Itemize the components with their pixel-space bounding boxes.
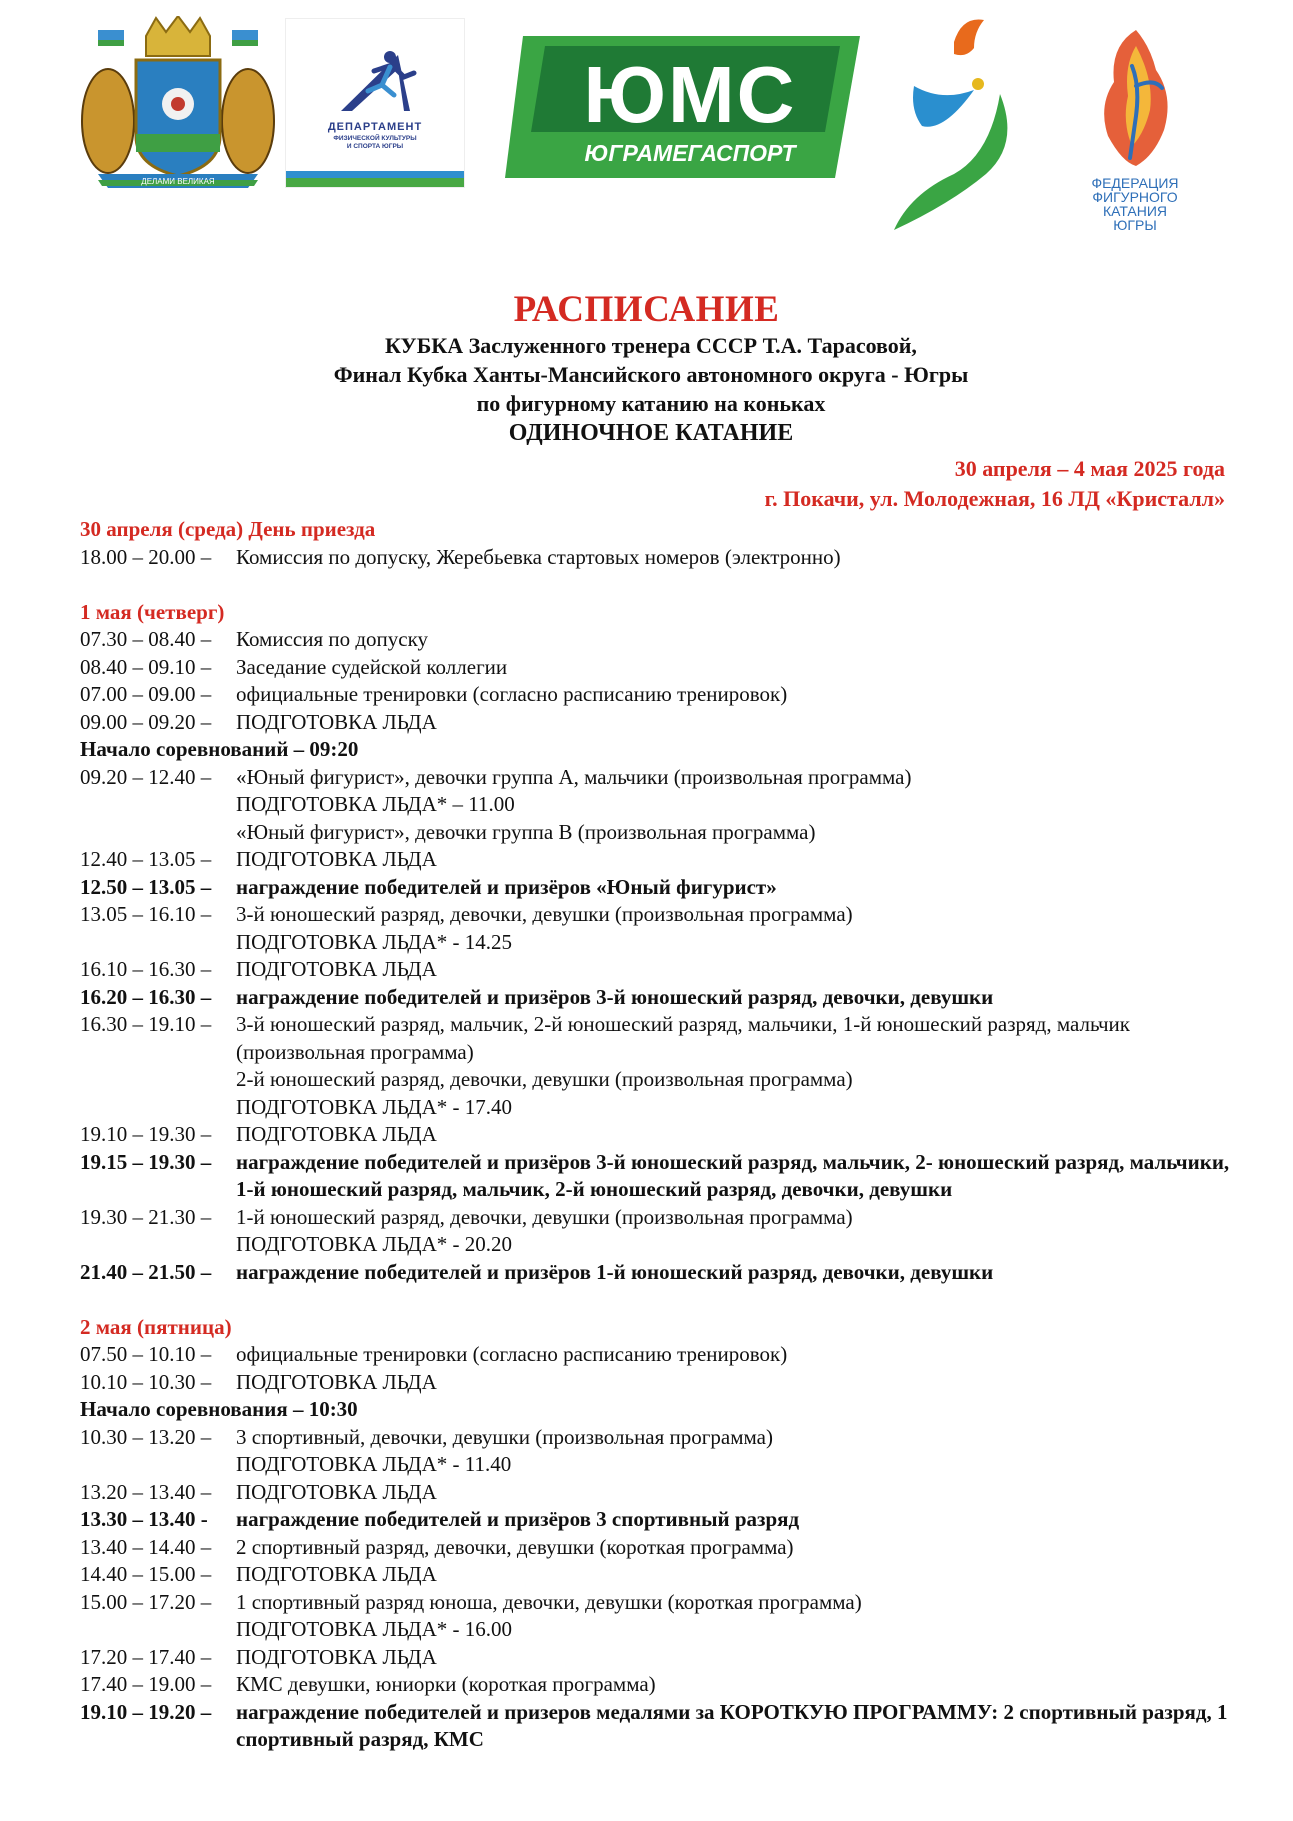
row-time: 16.30 – 19.10 – xyxy=(80,1012,212,1036)
row-description: «Юный фигурист», девочки группа А, мальчики (произвольная программа) xyxy=(236,764,912,789)
yums-subtitle: ЮГРАМЕГАСПОРТ xyxy=(584,140,796,166)
row-time: 19.10 – 19.30 – xyxy=(80,1122,212,1146)
row-description: КМС девушки, юниорки (короткая программа) xyxy=(236,1672,656,1696)
award-row xyxy=(80,874,1230,902)
row-description: ПОДГОТОВКА ЛЬДА xyxy=(236,1369,437,1394)
event-venue: г. Покачи, ул. Молодежная, 16 ЛД «Кристалл» xyxy=(764,486,1225,511)
schedule-row xyxy=(80,1231,1230,1259)
row-description: ПОДГОТОВКА ЛЬДА xyxy=(236,1122,437,1146)
schedule-spacer xyxy=(80,1286,1230,1314)
row-time: 13.20 – 13.40 – xyxy=(80,1479,212,1504)
row-time: 12.50 – 13.05 – xyxy=(80,874,212,899)
yums-logo xyxy=(505,36,860,178)
row-time: 09.20 – 12.40 – xyxy=(80,764,212,789)
schedule xyxy=(80,516,1230,1754)
row-description: «Юный фигурист», девочки группа В (произвольная программа) xyxy=(236,819,816,844)
schedule-row xyxy=(80,654,1230,682)
competition-start: Начало соревнований – 09:20 xyxy=(80,737,359,761)
row-description: 1-й юношеский разряд, девочки, девушки (произвольная программа) xyxy=(236,1204,853,1229)
row-time: 17.40 – 19.00 – xyxy=(80,1672,212,1696)
schedule-row xyxy=(80,846,1230,874)
row-description: 2 спортивный разряд, девочки, девушки (короткая программа) xyxy=(236,1534,794,1559)
federation-name xyxy=(1070,176,1200,232)
row-time: 13.05 – 16.10 – xyxy=(80,902,212,926)
row-time: 19.15 – 19.30 – xyxy=(80,1149,212,1174)
row-description: ПОДГОТОВКА ЛЬДА* - 14.25 xyxy=(236,929,513,954)
schedule-row xyxy=(80,1094,1230,1122)
row-description: 1 спортивный разряд юноша, девочки, девушки (короткая программа) xyxy=(236,1589,862,1614)
row-time: 07.30 – 08.40 – xyxy=(80,627,212,651)
federation-name-line: ФИГУРНОГО xyxy=(1092,189,1178,205)
row-description: ПОДГОТОВКА ЛЬДА* - 11.40 xyxy=(236,1452,512,1476)
department-title: ДЕПАРТАМЕНТ xyxy=(327,121,423,133)
row-description: Комиссия по допуску, Жеребьевка стартовых номеров (электронно) xyxy=(236,544,841,569)
schedule-row xyxy=(80,1066,1230,1094)
federation-name-line: КАТАНИЯ xyxy=(1102,203,1168,219)
federation-name-line: ЮГРЫ xyxy=(1113,217,1157,233)
schedule-row xyxy=(80,791,1230,819)
award-row xyxy=(80,1506,1230,1534)
row-description: награждение победителей и призёров «Юный фигурист» xyxy=(236,874,777,899)
department-subtitle xyxy=(286,135,464,151)
row-description: награждение победителей и призёров 3-й юношеский разряд, мальчик, 2- юношеский разряд, мальчики, 1-й юношеский разряд, мальчик, 2-й юношеский разряд, девочки, девушки xyxy=(236,1149,1230,1201)
row-description: Комиссия по допуску xyxy=(236,627,429,651)
row-time: 19.30 – 21.30 – xyxy=(80,1204,212,1229)
subtitle-line-3: по фигурному катанию на коньках xyxy=(476,391,826,416)
subtitle-line-2: Финал Кубка Ханты-Мансийского автономного округа - Югры xyxy=(333,362,969,387)
schedule-row xyxy=(80,1479,1230,1507)
schedule-row xyxy=(80,1369,1230,1397)
row-description: ПОДГОТОВКА ЛЬДА* - 16.00 xyxy=(236,1617,513,1641)
department-logo xyxy=(285,18,465,188)
row-description: ПОДГОТОВКА ЛЬДА xyxy=(236,1562,437,1586)
event-dates: 30 апреля – 4 мая 2025 года xyxy=(954,456,1225,481)
schedule-row xyxy=(80,1121,1230,1149)
row-time: 13.30 – 13.40 - xyxy=(80,1507,208,1531)
subtitle-line-1: КУБКА Заслуженного тренера СССР Т.А. Тарасовой, xyxy=(385,333,917,358)
row-time: 15.00 – 17.20 – xyxy=(80,1589,212,1614)
blue-stripe xyxy=(286,171,464,178)
green-stripe xyxy=(286,178,464,187)
row-time: 16.20 – 16.30 – xyxy=(80,984,212,1009)
row-description: ПОДГОТОВКА ЛЬДА xyxy=(236,847,437,871)
document-title: РАСПИСАНИЕ xyxy=(513,289,780,330)
logos-header xyxy=(0,0,1293,260)
row-description: официальные тренировки (согласно расписанию тренировок) xyxy=(236,682,788,706)
department-subtitle-line: ФИЗИЧЕСКОЙ КУЛЬТУРЫ xyxy=(333,135,417,142)
schedule-row xyxy=(80,929,1230,957)
row-time: 07.00 – 09.00 – xyxy=(80,682,212,706)
schedule-spacer xyxy=(80,571,1230,599)
row-description: ПОДГОТОВКА ЛЬДА xyxy=(236,709,437,734)
row-time: 09.00 – 09.20 – xyxy=(80,709,212,734)
row-description: 2-й юношеский разряд, девочки, девушки (произвольная программа) xyxy=(236,1067,853,1091)
row-time: 16.10 – 16.30 – xyxy=(80,957,212,981)
coat-motto: ДЕЛАМИ ВЕЛИКАЯ xyxy=(141,177,215,186)
row-description: награждение победителей и призеров медалями за КОРОТКУЮ ПРОГРАММУ: 2 спортивный разряд, 1 спортивный разряд, КМС xyxy=(236,1699,1228,1751)
competition-start: Начало соревнования – 10:30 xyxy=(80,1397,358,1421)
schedule-row xyxy=(80,1424,1230,1452)
runner-emblem-logo xyxy=(870,14,1030,236)
row-description: награждение победителей и призёров 1-й юношеский разряд, девочки, девушки xyxy=(236,1259,994,1284)
yums-wordmark: ЮМС xyxy=(583,50,797,139)
award-row xyxy=(80,1259,1230,1287)
row-description: 3-й юношеский разряд, мальчик, 2-й юношеский разряд, мальчики, 1-й юношеский разряд, мальчик (произвольная программа) xyxy=(236,1012,1130,1064)
day-heading: 30 апреля (среда) День приезда xyxy=(80,517,376,541)
schedule-row xyxy=(80,1011,1230,1066)
schedule-row xyxy=(80,681,1230,709)
schedule-row xyxy=(80,1204,1230,1232)
schedule-row xyxy=(80,1451,1230,1479)
row-description: ПОДГОТОВКА ЛЬДА xyxy=(236,1644,437,1669)
row-time: 13.40 – 14.40 – xyxy=(80,1534,212,1559)
schedule-row xyxy=(80,956,1230,984)
award-row xyxy=(80,1699,1230,1754)
schedule-row xyxy=(80,544,1230,572)
department-subtitle-line: И СПОРТА ЮГРЫ xyxy=(346,143,404,150)
row-time: 18.00 – 20.00 – xyxy=(80,544,212,569)
federation-logo xyxy=(1070,26,1200,246)
row-time: 08.40 – 09.10 – xyxy=(80,654,212,679)
schedule-row xyxy=(80,1561,1230,1589)
day-heading: 1 мая (четверг) xyxy=(80,599,225,624)
row-description: ПОДГОТОВКА ЛЬДА* - 17.40 xyxy=(236,1094,513,1119)
award-row xyxy=(80,1149,1230,1204)
row-description: 3 спортивный, девочки, девушки (произвольная программа) xyxy=(236,1424,773,1449)
row-description: официальные тренировки (согласно расписанию тренировок) xyxy=(236,1342,788,1366)
row-time: 17.20 – 17.40 – xyxy=(80,1644,212,1669)
row-time: 07.50 – 10.10 – xyxy=(80,1342,212,1366)
schedule-row xyxy=(80,819,1230,847)
row-time: 10.10 – 10.30 – xyxy=(80,1369,212,1394)
schedule-row xyxy=(80,901,1230,929)
row-time: 12.40 – 13.05 – xyxy=(80,847,212,871)
row-time: 19.10 – 19.20 – xyxy=(80,1699,212,1724)
row-description: Заседание судейской коллегии xyxy=(236,654,508,679)
row-description: 3-й юношеский разряд, девочки, девушки (произвольная программа) xyxy=(236,902,853,926)
federation-name-line: ФЕДЕРАЦИЯ xyxy=(1091,175,1179,191)
schedule-row xyxy=(80,709,1230,737)
discipline-heading: ОДИНОЧНОЕ КАТАНИЕ xyxy=(508,420,794,446)
row-description: ПОДГОТОВКА ЛЬДА xyxy=(236,1479,437,1504)
row-description: ПОДГОТОВКА ЛЬДА* - 20.20 xyxy=(236,1232,513,1256)
row-description: награждение победителей и призёров 3-й юношеский разряд, девочки, девушки xyxy=(236,984,994,1009)
schedule-row xyxy=(80,1589,1230,1617)
schedule-row xyxy=(80,764,1230,792)
schedule-row xyxy=(80,626,1230,654)
schedule-row xyxy=(80,1616,1230,1644)
row-time: 14.40 – 15.00 – xyxy=(80,1562,212,1586)
award-row xyxy=(80,984,1230,1012)
schedule-row xyxy=(80,1534,1230,1562)
row-description: ПОДГОТОВКА ЛЬДА* – 11.00 xyxy=(236,792,515,816)
day-heading: 2 мая (пятница) xyxy=(80,1314,232,1339)
row-time: 21.40 – 21.50 – xyxy=(80,1259,212,1284)
schedule-row xyxy=(80,1644,1230,1672)
schedule-row xyxy=(80,1341,1230,1369)
row-description: награждение победителей и призёров 3 спортивный разряд xyxy=(236,1507,800,1531)
schedule-row xyxy=(80,1671,1230,1699)
coat-of-arms-logo xyxy=(78,16,278,192)
row-time: 10.30 – 13.20 – xyxy=(80,1424,212,1449)
row-description: ПОДГОТОВКА ЛЬДА xyxy=(236,957,437,981)
